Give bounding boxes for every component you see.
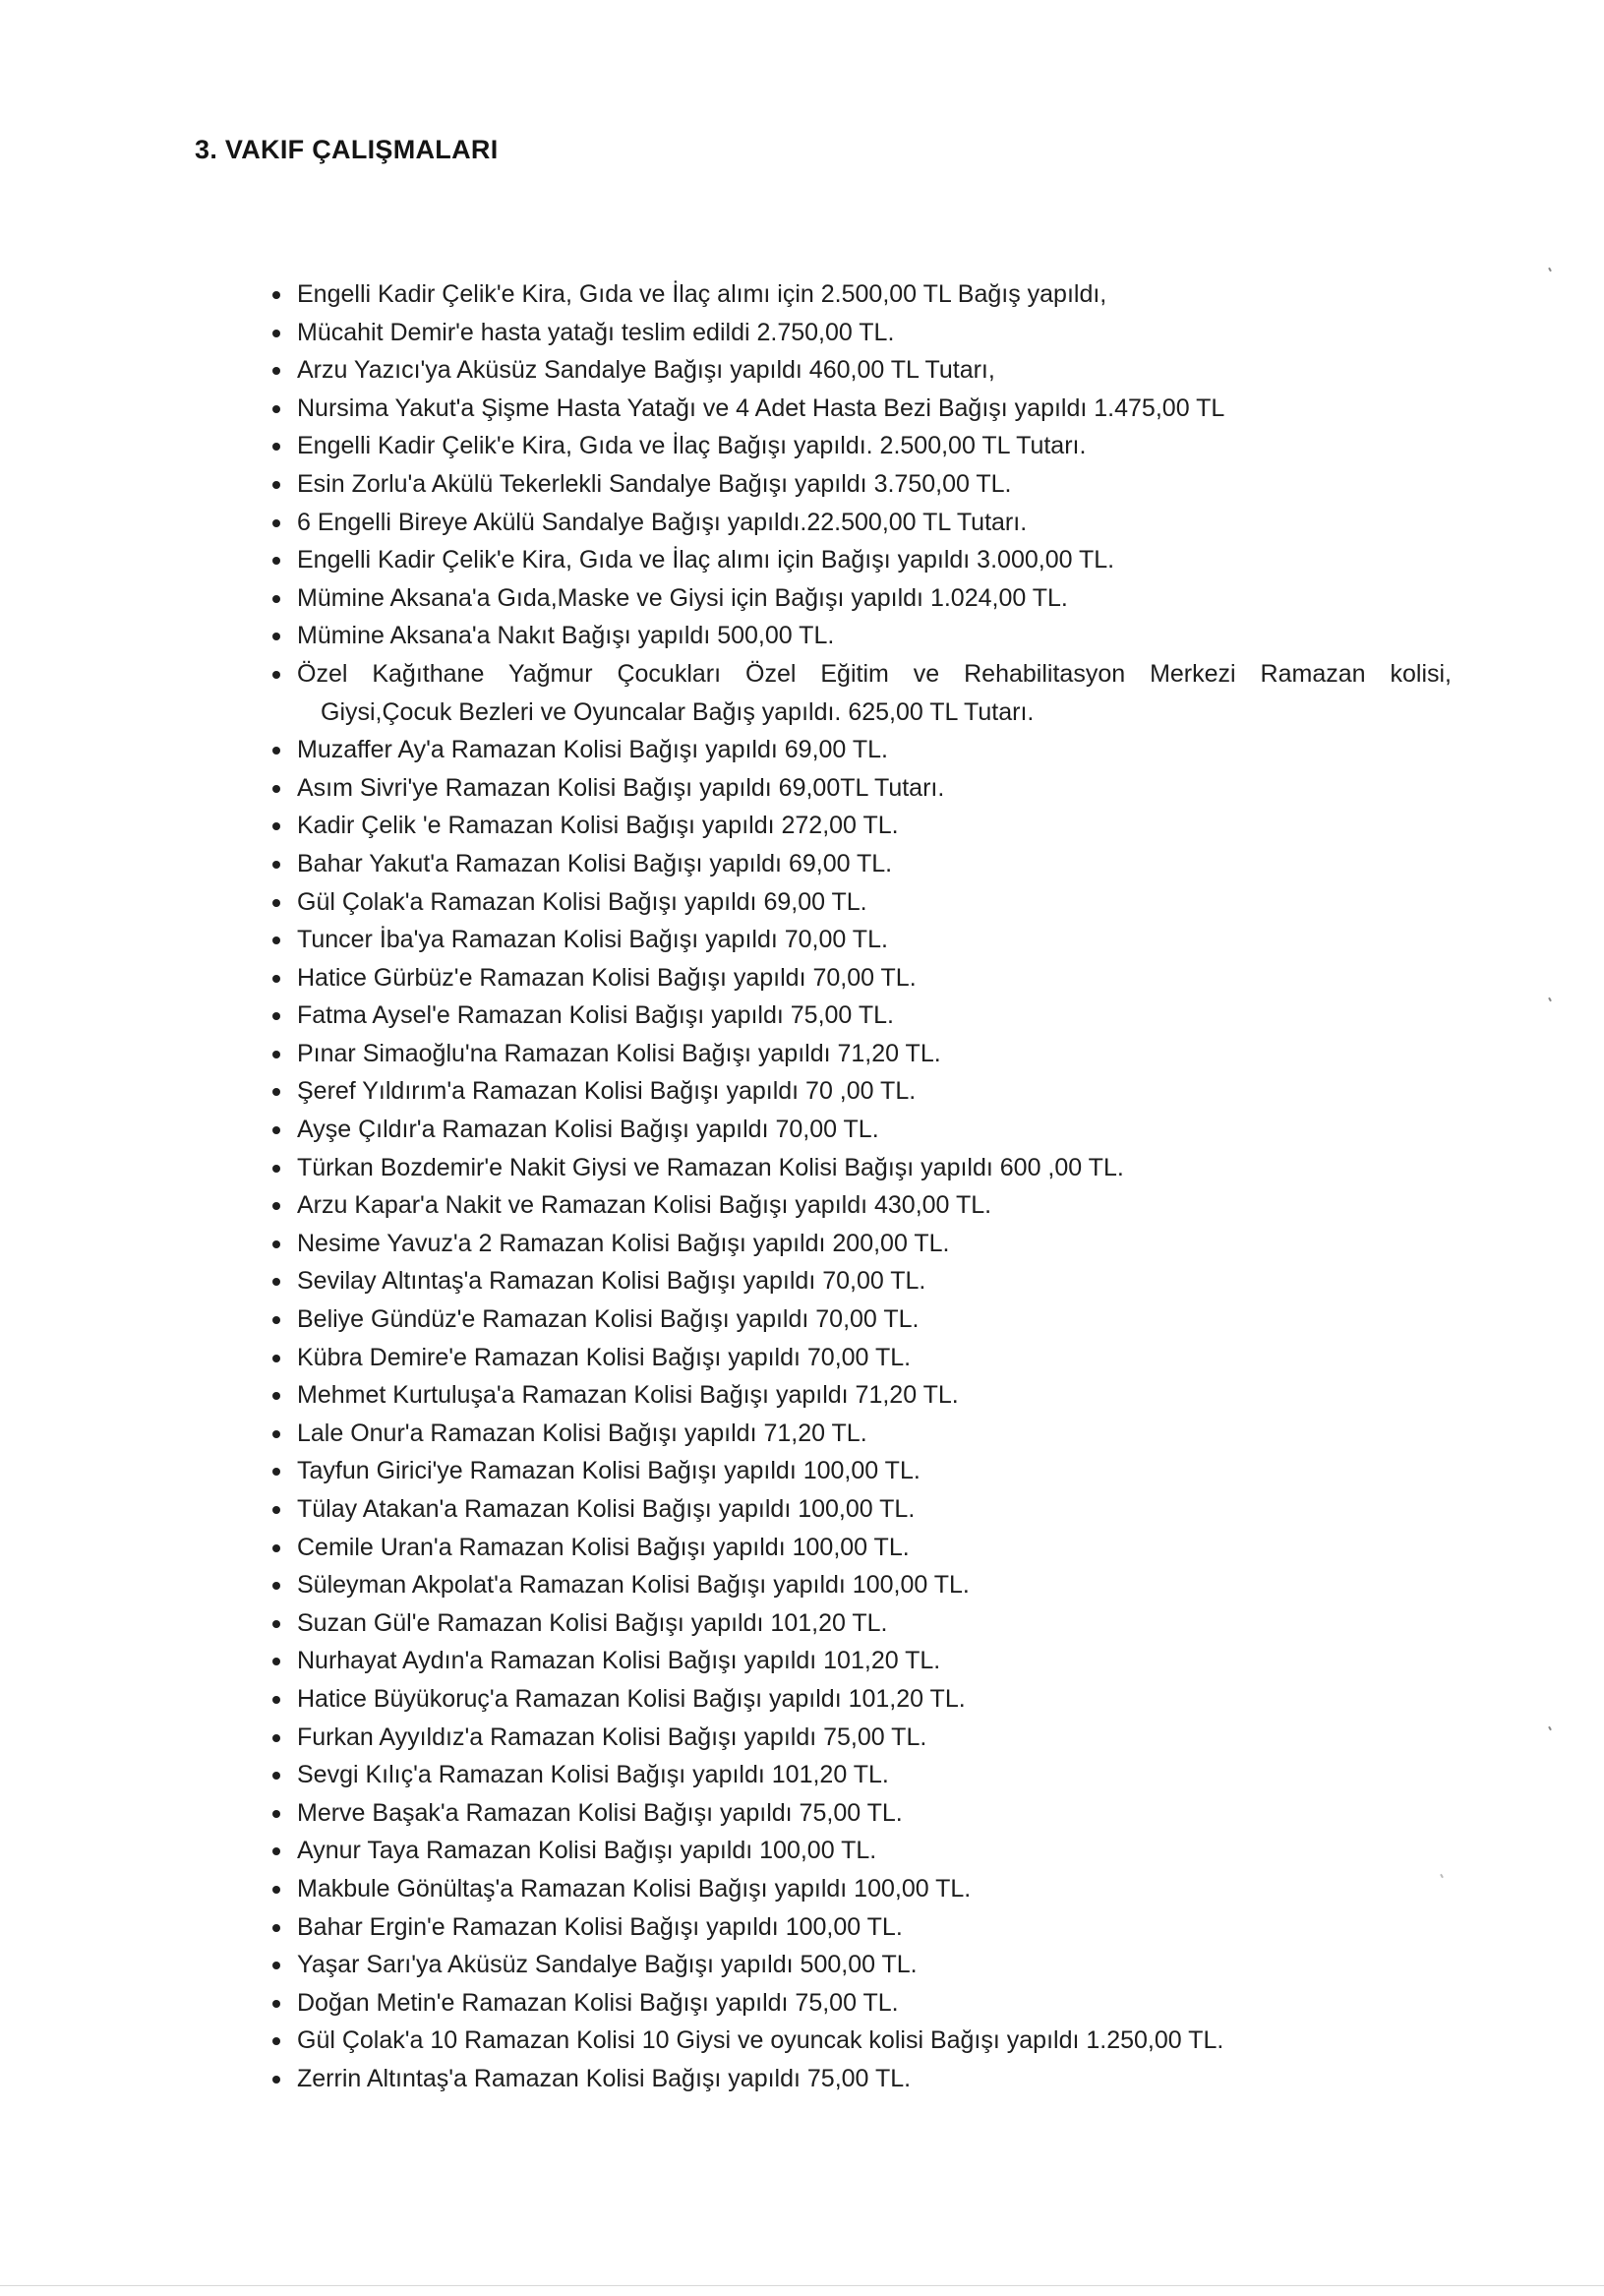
list-item: Sevgi Kılıç'a Ramazan Kolisi Bağışı yapıldı 101,20 TL. [271, 1756, 1452, 1794]
list-item: Hatice Gürbüz'e Ramazan Kolisi Bağışı yapıldı 70,00 TL. [271, 959, 1452, 997]
list-item: Süleyman Akpolat'a Ramazan Kolisi Bağışı yapıldı 100,00 TL. [271, 1566, 1452, 1604]
list-item: Gül Çolak'a Ramazan Kolisi Bağışı yapıldı 69,00 TL. [271, 883, 1452, 922]
list-item: Nursima Yakut'a Şişme Hasta Yatağı ve 4 Adet Hasta Bezi Bağışı yapıldı 1.475,00 TL [271, 390, 1452, 428]
list-item: Kadir Çelik 'e Ramazan Kolisi Bağışı yapıldı 272,00 TL. [271, 807, 1452, 845]
list-item: Yaşar Sarı'ya Aküsüz Sandalye Bağışı yapıldı 500,00 TL. [271, 1946, 1452, 1984]
list-item: Zerrin Altıntaş'a Ramazan Kolisi Bağışı yapıldı 75,00 TL. [271, 2060, 1452, 2098]
list-item: Aynur Taya Ramazan Kolisi Bağışı yapıldı 100,00 TL. [271, 1832, 1452, 1870]
list-item: Arzu Kapar'a Nakit ve Ramazan Kolisi Bağışı yapıldı 430,00 TL. [271, 1186, 1452, 1225]
list-item: Tayfun Girici'ye Ramazan Kolisi Bağışı yapıldı 100,00 TL. [271, 1452, 1452, 1490]
list-item: Şeref Yıldırım'a Ramazan Kolisi Bağışı yapıldı 70 ,00 TL. [271, 1072, 1452, 1111]
list-item: Engelli Kadir Çelik'e Kira, Gıda ve İlaç alımı için Bağışı yapıldı 3.000,00 TL. [271, 541, 1452, 579]
list-item: Ayşe Çıldır'a Ramazan Kolisi Bağışı yapıldı 70,00 TL. [271, 1111, 1452, 1149]
list-item: Mümine Aksana'a Gıda,Maske ve Giysi için Bağışı yapıldı 1.024,00 TL. [271, 579, 1452, 618]
list-item: Doğan Metin'e Ramazan Kolisi Bağışı yapıldı 75,00 TL. [271, 1984, 1452, 2023]
list-item: Mehmet Kurtuluşa'a Ramazan Kolisi Bağışı yapıldı 71,20 TL. [271, 1376, 1452, 1415]
list-item: Merve Başak'a Ramazan Kolisi Bağışı yapıldı 75,00 TL. [271, 1794, 1452, 1833]
list-item: Nesime Yavuz'a 2 Ramazan Kolisi Bağışı yapıldı 200,00 TL. [271, 1225, 1452, 1263]
list-item: Muzaffer Ay'a Ramazan Kolisi Bağışı yapıldı 69,00 TL. [271, 731, 1452, 769]
list-item [271, 655, 1452, 731]
list-item: Cemile Uran'a Ramazan Kolisi Bağışı yapıldı 100,00 TL. [271, 1529, 1452, 1567]
list-item-line: Özel Kağıthane Yağmur Çocukları Özel Eğitim ve Rehabilitasyon Merkezi Ramazan kolisi, [297, 659, 1452, 688]
list-item: Hatice Büyükoruç'a Ramazan Kolisi Bağışı yapıldı 101,20 TL. [271, 1680, 1452, 1719]
list-item: 6 Engelli Bireye Akülü Sandalye Bağışı yapıldı.22.500,00 TL Tutarı. [271, 504, 1452, 542]
section-heading: 3. VAKIF ÇALIŞMALARI [195, 135, 499, 164]
list-item: Fatma Aysel'e Ramazan Kolisi Bağışı yapıldı 75,00 TL. [271, 997, 1452, 1035]
list-item: Tuncer İba'ya Ramazan Kolisi Bağışı yapıldı 70,00 TL. [271, 921, 1452, 959]
list-item: Mümine Aksana'a Nakıt Bağışı yapıldı 500,00 TL. [271, 617, 1452, 655]
list-item: Lale Onur'a Ramazan Kolisi Bağışı yapıldı 71,20 TL. [271, 1415, 1452, 1453]
list-item: Furkan Ayyıldız'a Ramazan Kolisi Bağışı yapıldı 75,00 TL. [271, 1719, 1452, 1757]
list-item: Türkan Bozdemir'e Nakit Giysi ve Ramazan Kolisi Bağışı yapıldı 600 ,00 TL. [271, 1149, 1452, 1187]
donation-list [271, 275, 1452, 2098]
list-item: Pınar Simaoğlu'na Ramazan Kolisi Bağışı yapıldı 71,20 TL. [271, 1035, 1452, 1073]
list-item: Mücahit Demir'e hasta yatağı teslim edildi 2.750,00 TL. [271, 314, 1452, 352]
list-item: Arzu Yazıcı'ya Aküsüz Sandalye Bağışı yapıldı 460,00 TL Tutarı, [271, 351, 1452, 390]
list-item: Nurhayat Aydın'a Ramazan Kolisi Bağışı yapıldı 101,20 TL. [271, 1642, 1452, 1680]
list-item-continuation: Giysi,Çocuk Bezleri ve Oyuncalar Bağış yapıldı. 625,00 TL Tutarı. [321, 697, 1035, 726]
scan-speck [1548, 1726, 1552, 1730]
list-item: Sevilay Altıntaş'a Ramazan Kolisi Bağışı yapıldı 70,00 TL. [271, 1262, 1452, 1300]
scan-speck [1548, 997, 1552, 1001]
list-item: Bahar Yakut'a Ramazan Kolisi Bağışı yapıldı 69,00 TL. [271, 845, 1452, 883]
list-item: Tülay Atakan'a Ramazan Kolisi Bağışı yapıldı 100,00 TL. [271, 1490, 1452, 1529]
list-item: Kübra Demire'e Ramazan Kolisi Bağışı yapıldı 70,00 TL. [271, 1339, 1452, 1377]
page-edge-line [0, 2285, 1604, 2286]
list-item: Gül Çolak'a 10 Ramazan Kolisi 10 Giysi ve oyuncak kolisi Bağışı yapıldı 1.250,00 TL. [271, 2022, 1452, 2060]
list-item: Engelli Kadir Çelik'e Kira, Gıda ve İlaç alımı için 2.500,00 TL Bağış yapıldı, [271, 275, 1452, 314]
list-item: Asım Sivri'ye Ramazan Kolisi Bağışı yapıldı 69,00TL Tutarı. [271, 769, 1452, 808]
list-item: Engelli Kadir Çelik'e Kira, Gıda ve İlaç Bağışı yapıldı. 2.500,00 TL Tutarı. [271, 427, 1452, 465]
list-item: Beliye Gündüz'e Ramazan Kolisi Bağışı yapıldı 70,00 TL. [271, 1300, 1452, 1339]
list-item: Bahar Ergin'e Ramazan Kolisi Bağışı yapıldı 100,00 TL. [271, 1908, 1452, 1947]
list-item: Esin Zorlu'a Akülü Tekerlekli Sandalye Bağışı yapıldı 3.750,00 TL. [271, 465, 1452, 504]
list-item: Suzan Gül'e Ramazan Kolisi Bağışı yapıldı 101,20 TL. [271, 1604, 1452, 1643]
scan-speck [1548, 268, 1552, 272]
list-item: Makbule Gönültaş'a Ramazan Kolisi Bağışı yapıldı 100,00 TL. [271, 1870, 1452, 1908]
